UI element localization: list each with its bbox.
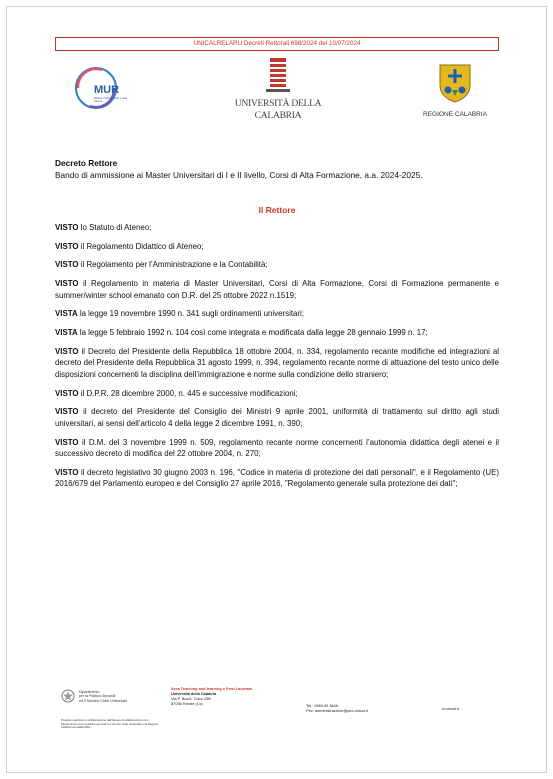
paragraph-text: la legge 5 febbraio 1992 n. 104 così come integrata e modificata dalla legge 28 gennaio 1999 n. 17; — [77, 328, 428, 338]
paragraph-text: il decreto del Presidente del Consiglio dei Ministri 9 aprile 2001, uniformità di trattamento sul diritto agli studi universitari, ai sensi dell’articolo 4 della legge 2 dicembre 1991, n. 390; — [55, 407, 499, 428]
paragraph — [55, 437, 499, 460]
page-footer — [55, 686, 499, 734]
regione-name: REGIONE CALABRIA — [423, 111, 487, 118]
paragraph-text: il Regolamento per l’Amministrazione e la Contabilità; — [78, 260, 268, 270]
paragraph — [55, 278, 499, 301]
paragraph — [55, 308, 499, 320]
protocol-stamp: UNICALRELARU Decreti Rettorali 698/2024 del 10/07/2024 — [55, 37, 499, 51]
paragraph-lead: VISTO — [55, 437, 79, 447]
unical-logo — [228, 58, 328, 128]
paragraph-lead: VISTA — [55, 328, 78, 338]
paragraph-text: il Regolamento Didattico di Ateneo; — [78, 241, 204, 251]
paragraph-lead: VISTO — [55, 260, 79, 270]
document-body — [55, 222, 499, 497]
document-subject: Bando di ammissione ai Master Universitari di I e II livello, Corsi di Alta Formazione, a.a. 2024-2025. — [55, 170, 423, 180]
footer-address-line1: Via P. Bucci, Cubo 25B — [171, 696, 211, 701]
paragraph — [55, 346, 499, 381]
paragraph — [55, 327, 499, 339]
section-heading: Il Rettore — [258, 205, 296, 215]
mur-logo — [72, 64, 132, 114]
paragraph-text: il D.P.R. 28 dicembre 2000, n. 445 e successive modificazioni; — [78, 388, 298, 398]
footer-dept-line2: per la Politica Giovanili — [79, 694, 116, 699]
paragraph-lead: VISTO — [55, 241, 79, 251]
footer-area: Area Teaching and learning e Post-Lauream — [171, 686, 253, 691]
paragraph-text: il D.M. del 3 novembre 1999 n. 509, regolamento recante norme concernenti l’autonomia didattica degli atenei e il successivo decreto di modifica del 22 ottobre 2004, n. 270; — [55, 437, 499, 459]
footer-dept-line1: Dipartimento — [79, 690, 100, 694]
regione-coat-of-arms-icon — [438, 63, 472, 103]
footer-contact-block — [306, 703, 368, 713]
paragraph-lead: VISTO — [55, 407, 79, 417]
footer-address-line2: 87036 Rende (Cs) — [171, 701, 203, 706]
footer-phone: Tel.: 0984.49 3846 — [306, 703, 339, 708]
paragraph-lead: VISTA — [55, 309, 78, 319]
mur-logo-subtext: Ministero dell'Università e della Ricerca — [94, 97, 127, 103]
unical-name-line2: CALABRIA — [254, 110, 302, 121]
paragraph-text: il decreto legislativo 30 giugno 2003 n. 196, "Codice in materia di protezione dei dati personali", e il Regolamento (UE) 2016/679 del Parlamento europeo e del Consiglio 27 aprile 2016, "Regolamento generale sulla protezione dei dati"; — [55, 467, 499, 489]
unical-name-line1: UNIVERSITÀ DELLA — [234, 98, 322, 109]
regione-calabria-logo — [410, 63, 500, 123]
paragraph-text: la legge 19 novembre 1990 n. 341 sugli ordinamenti universitari; — [77, 309, 304, 319]
paragraph — [55, 388, 499, 400]
footer-website[interactable]: w.unical.it — [442, 706, 459, 711]
paragraph-lead: VISTO — [55, 279, 79, 289]
paragraph-text: il Decreto del Presidente della Repubblica 18 ottobre 2004, n. 334, regolamento recante modifiche ed integrazioni al decreto del Presidente della Repubblica 31 agosto 1999, n. 394, regolamento recante norme di attuazione del testo unico delle disposizioni concernenti la disciplina dell’immigrazione e norme sulla condizione dello straniero; — [55, 346, 499, 379]
paragraph — [55, 406, 499, 429]
footer-dept-text — [79, 690, 127, 703]
paragraph — [55, 222, 499, 234]
paragraph-lead: VISTO — [55, 223, 79, 232]
paragraph — [55, 259, 499, 271]
paragraph-lead: VISTO — [55, 467, 79, 477]
paragraph-text: il Regolamento in materia di Master Universitari, Corsi di Alta Formazione, Corsi di Formazione permanente e summer/winter school emanato con D.R. del 25 ottobre 2022 n.1519; — [55, 279, 499, 300]
paragraph-lead: VISTO — [55, 346, 79, 356]
footer-pec-email[interactable]: Pec: amministrazione@pec.unical.it — [306, 708, 368, 713]
footer-dept-line3: ed il Servizio Civile Universale — [79, 698, 128, 703]
mur-logo-text: MUR — [94, 84, 120, 96]
footer-address-block — [171, 686, 252, 706]
footer-university: Università della Calabria — [171, 691, 217, 696]
paragraph-text: lo Statuto di Ateneo; — [78, 223, 152, 232]
paragraph — [55, 241, 499, 253]
unical-emblem-icon — [266, 58, 290, 92]
footer-dept-note: Progetto realizzato in collaborazione dell'Ateneo di collaborazione tra il Dipartimento per le politiche giovanili e il servizio civile universale e la Regione Calabria annualità 2022 — [61, 718, 159, 729]
paragraph-lead: VISTO — [55, 388, 79, 398]
document-heading — [55, 157, 505, 181]
italian-republic-emblem-icon — [61, 689, 75, 703]
document-title: Decreto Rettore — [55, 158, 118, 168]
paragraph — [55, 467, 499, 490]
